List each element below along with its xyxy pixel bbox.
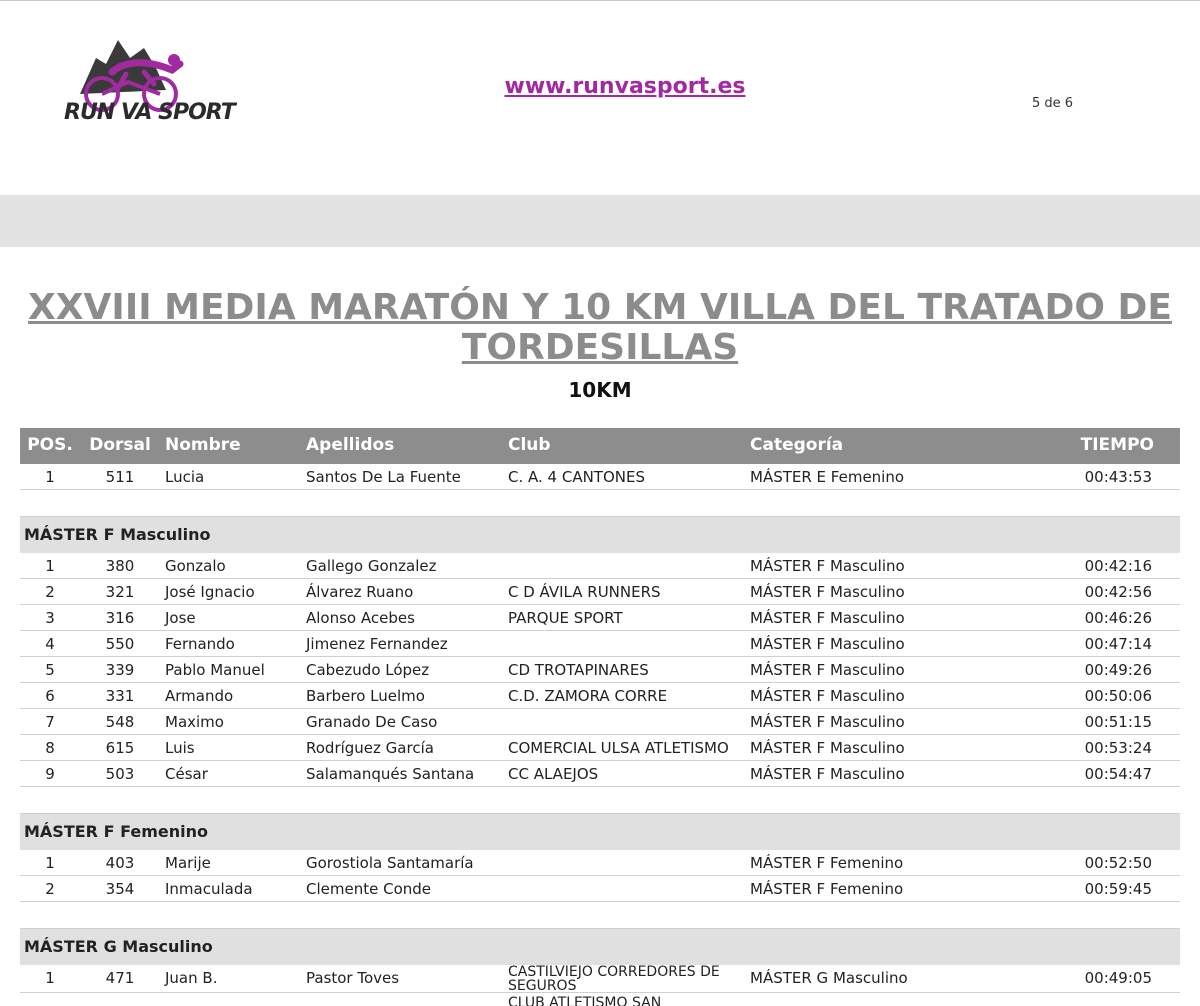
section-title: MÁSTER F Femenino bbox=[24, 822, 208, 841]
cell-pos: 9 bbox=[45, 765, 55, 783]
cell-categoria: MÁSTER F Masculino bbox=[750, 687, 905, 705]
section-header bbox=[20, 814, 1180, 850]
table-row bbox=[20, 553, 1180, 579]
distance-subtitle: 10KM bbox=[568, 378, 632, 402]
cell-categoria: MÁSTER F Masculino bbox=[750, 557, 905, 575]
cell-pos: 1 bbox=[45, 854, 55, 872]
cell-nombre: Marije bbox=[165, 854, 211, 872]
table-row bbox=[20, 605, 1180, 631]
cell-club: C.D. ZAMORA CORRE bbox=[508, 687, 668, 705]
cell-club: C D ÁVILA RUNNERS bbox=[508, 583, 661, 601]
page-indicator: 5 de 6 bbox=[1032, 96, 1074, 111]
table-row bbox=[20, 965, 1180, 993]
cell-tiempo: 00:51:15 bbox=[1084, 713, 1152, 731]
col-header-tiempo: TIEMPO bbox=[1080, 435, 1154, 455]
cell-apellidos: Cabezudo López bbox=[306, 661, 430, 679]
section-header bbox=[20, 929, 1180, 965]
cell-nombre: César bbox=[165, 765, 208, 783]
cell-dorsal: 331 bbox=[105, 687, 135, 705]
cell-nombre: Maximo bbox=[165, 713, 224, 731]
table-row bbox=[20, 683, 1180, 709]
col-header-pos: POS. bbox=[27, 435, 73, 455]
cell-tiempo: 00:46:26 bbox=[1084, 609, 1152, 627]
cell-apellidos: Gallego Gonzalez bbox=[306, 557, 437, 575]
cell-apellidos: Clemente Conde bbox=[306, 880, 432, 898]
cell-pos: 4 bbox=[45, 635, 55, 653]
cell-club: PARQUE SPORT bbox=[508, 609, 623, 627]
cell-tiempo: 00:59:45 bbox=[1084, 880, 1152, 898]
section-header bbox=[20, 517, 1180, 553]
cell-apellidos: Santos De La Fuente bbox=[306, 468, 461, 486]
cell-club: CD TROTAPINARES bbox=[508, 661, 649, 679]
table-header bbox=[20, 428, 1180, 464]
cell-tiempo: 00:50:06 bbox=[1084, 687, 1152, 705]
cell-apellidos: Álvarez Ruano bbox=[306, 583, 414, 601]
col-header-dorsal: Dorsal bbox=[89, 435, 151, 455]
cell-nombre: Luis bbox=[165, 739, 195, 757]
section-spacer bbox=[20, 787, 1180, 814]
cell-pos: 2 bbox=[45, 880, 55, 898]
cell-dorsal: 548 bbox=[105, 713, 135, 731]
cell-tiempo: 00:49:26 bbox=[1084, 661, 1152, 679]
cell-categoria: MÁSTER F Masculino bbox=[750, 739, 905, 757]
cell-apellidos: Gorostiola Santamaría bbox=[306, 854, 474, 872]
table-row bbox=[20, 631, 1180, 657]
cell-dorsal: 380 bbox=[105, 557, 135, 575]
results-table bbox=[20, 428, 1180, 993]
cell-pos: 1 bbox=[45, 468, 55, 486]
cell-tiempo: 00:43:53 bbox=[1084, 468, 1152, 486]
cell-nombre: José Ignacio bbox=[165, 583, 255, 601]
cell-dorsal: 471 bbox=[105, 969, 135, 987]
cell-club: COMERCIAL ULSA ATLETISMO bbox=[508, 739, 729, 757]
cell-pos: 2 bbox=[45, 583, 55, 601]
cell-dorsal: 339 bbox=[105, 661, 135, 679]
cell-apellidos: Pastor Toves bbox=[306, 969, 400, 987]
cell-categoria: MÁSTER F Masculino bbox=[750, 583, 905, 601]
cell-apellidos: Alonso Acebes bbox=[306, 609, 415, 627]
col-header-club: Club bbox=[508, 435, 551, 455]
cell-pos: 3 bbox=[45, 609, 55, 627]
cell-club: CC ALAEJOS bbox=[508, 765, 599, 783]
cell-tiempo: 00:47:14 bbox=[1084, 635, 1152, 653]
cell-club: C. A. 4 CANTONES bbox=[508, 468, 645, 486]
cell-categoria: MÁSTER G Masculino bbox=[750, 969, 908, 987]
cell-pos: 1 bbox=[45, 969, 55, 987]
table-row bbox=[20, 735, 1180, 761]
table-row bbox=[20, 579, 1180, 605]
site-url-link[interactable]: www.runvasport.es bbox=[504, 74, 746, 99]
cell-nombre: Juan B. bbox=[165, 969, 218, 987]
cell-dorsal: 403 bbox=[105, 854, 135, 872]
cell-dorsal: 615 bbox=[105, 739, 135, 757]
cell-nombre: Inmaculada bbox=[165, 880, 253, 898]
cell-categoria: MÁSTER F Masculino bbox=[750, 661, 905, 679]
cell-dorsal: 550 bbox=[105, 635, 135, 653]
cell-tiempo: 00:52:50 bbox=[1084, 854, 1152, 872]
table-row bbox=[20, 464, 1180, 490]
cell-tiempo: 00:53:24 bbox=[1084, 739, 1152, 757]
col-header-categoria: Categoría bbox=[750, 435, 844, 455]
cut-off-club-text: CLUB ATLETISMO SAN bbox=[508, 995, 662, 1006]
cell-apellidos: Rodríguez García bbox=[306, 739, 434, 757]
cell-tiempo: 00:42:56 bbox=[1084, 583, 1152, 601]
section-spacer bbox=[20, 490, 1180, 517]
col-header-apellidos: Apellidos bbox=[306, 435, 395, 455]
table-row bbox=[20, 709, 1180, 735]
table-row bbox=[20, 761, 1180, 787]
event-title: XXVIII MEDIA MARATÓN Y 10 KM VILLA DEL TRATADO DE TORDESILLAS bbox=[28, 287, 1172, 368]
cell-tiempo: 00:49:05 bbox=[1084, 969, 1152, 987]
cell-pos: 5 bbox=[45, 661, 55, 679]
logo-wordmark: RUN VA SPORT bbox=[64, 100, 235, 125]
cell-club: CASTILVIEJO CORREDORES DE SEGUROS bbox=[508, 964, 720, 994]
cell-tiempo: 00:42:16 bbox=[1084, 557, 1152, 575]
cell-nombre: Lucia bbox=[165, 468, 205, 486]
cell-dorsal: 503 bbox=[105, 765, 135, 783]
top-rule bbox=[0, 0, 1200, 1]
cell-categoria: MÁSTER F Masculino bbox=[750, 609, 905, 627]
section-spacer bbox=[20, 902, 1180, 929]
cell-apellidos: Jimenez Fernandez bbox=[306, 635, 448, 653]
cell-dorsal: 321 bbox=[105, 583, 135, 601]
table-row bbox=[20, 876, 1180, 902]
cell-categoria: MÁSTER E Femenino bbox=[750, 468, 905, 486]
cell-nombre: Jose bbox=[165, 609, 196, 627]
cell-pos: 7 bbox=[45, 713, 55, 731]
table-row bbox=[20, 850, 1180, 876]
cell-apellidos: Salamanqués Santana bbox=[306, 765, 475, 783]
cell-pos: 1 bbox=[45, 557, 55, 575]
col-header-nombre: Nombre bbox=[165, 435, 241, 455]
cell-apellidos: Granado De Caso bbox=[306, 713, 438, 731]
cell-categoria: MÁSTER F Masculino bbox=[750, 713, 905, 731]
section-title: MÁSTER G Masculino bbox=[24, 937, 213, 956]
cell-dorsal: 354 bbox=[105, 880, 135, 898]
cell-dorsal: 316 bbox=[105, 609, 135, 627]
table-row bbox=[20, 657, 1180, 683]
cell-nombre: Armando bbox=[165, 687, 234, 705]
cell-tiempo: 00:54:47 bbox=[1084, 765, 1152, 783]
cell-apellidos: Barbero Luelmo bbox=[306, 687, 425, 705]
cell-nombre: Pablo Manuel bbox=[165, 661, 265, 679]
cell-categoria: MÁSTER F Masculino bbox=[750, 635, 905, 653]
cell-pos: 8 bbox=[45, 739, 55, 757]
section-title: MÁSTER F Masculino bbox=[24, 525, 211, 544]
cell-categoria: MÁSTER F Femenino bbox=[750, 880, 904, 898]
header-band bbox=[0, 195, 1200, 247]
cell-dorsal: 511 bbox=[105, 468, 135, 486]
cell-pos: 6 bbox=[45, 687, 55, 705]
cell-categoria: MÁSTER F Femenino bbox=[750, 854, 904, 872]
cell-nombre: Gonzalo bbox=[165, 557, 226, 575]
cell-categoria: MÁSTER F Masculino bbox=[750, 765, 905, 783]
cell-nombre: Fernando bbox=[165, 635, 235, 653]
